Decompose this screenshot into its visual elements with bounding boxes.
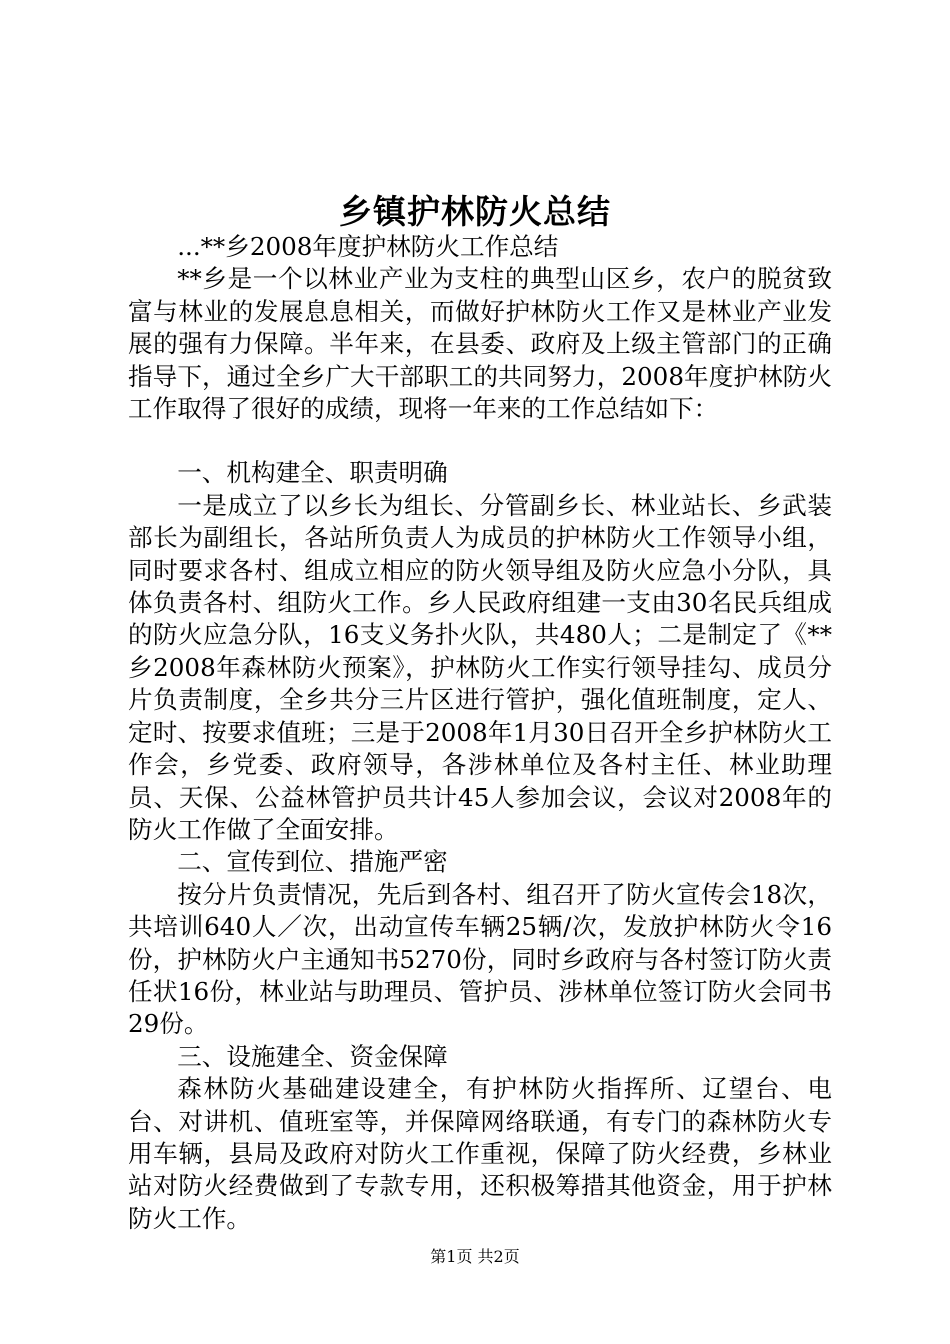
section-heading-3: 三、设施建全、资金保障 bbox=[177, 1041, 448, 1071]
paragraph-section-3: 森林防火基础建设建全，有护林防火指挥所、辽望台、电台、对讲机、值班室等，并保障网络联通，有专门的森林防火专用车辆，县局及政府对防火工作重视，保障了防火经费，乡林业站对防火经费做到了专款专用，还积极筹措其他资金，用于护林防火工作。 bbox=[128, 1074, 832, 1233]
page-footer: 第1页 共2页 bbox=[430, 1247, 520, 1266]
document-body bbox=[128, 231, 832, 1235]
document-subtitle: ...**乡2008年度护林防火工作总结 bbox=[177, 232, 559, 261]
paragraph-intro: **乡是一个以林业产业为支柱的典型山区乡，农户的脱贫致富与林业的发展息息相关，而做好护林防火工作又是林业产业发展的强有力保障。半年来，在县委、政府及上级主管部门的正确指导下，通过全乡广大干部职工的共同努力，2008年度护林防火工作取得了很好的成绩，现将一年来的工作总结如下： bbox=[128, 264, 832, 424]
paragraph-section-2: 按分片负责情况，先后到各村、组召开了防火宣传会18次，共培训640人／次，出动宣传车辆25辆/次，发放护林防火令16份，护林防火户主通知书5270份，同时乡政府与各村签订防火责任状16份，林业站与助理员、管护员、涉林单位签订防火会同书29份。 bbox=[128, 879, 832, 1039]
section-heading-1: 一、机构建全、职责明确 bbox=[177, 458, 448, 488]
paragraph-section-1: 一是成立了以乡长为组长、分管副乡长、林业站长、乡武装部长为副组长，各站所负责人为成员的护林防火工作领导小组，同时要求各村、组成立相应的防火领导组及防火应急小分队，具体负责各村、组防火工作。乡人民政府组建一支由30名民兵组成的防火应急分队，16支义务扑火队，共480人；二是制定了《**乡2008年森林防火预案》，护林防火工作实行领导挂勾、成员分片负责制度，全乡共分三片区进行管护，强化值班制度，定人、定时、按要求值班；三是于2008年1月30日召开全乡护林防火工作会，乡党委、政府领导，各涉林单位及各村主任、林业助理员、天保、公益林管护员共计45人参加会议，会议对2008年的防火工作做了全面安排。 bbox=[128, 490, 832, 844]
document-title: 乡镇护林防火总结 bbox=[339, 192, 611, 231]
section-heading-2: 二、宣传到位、措施严密 bbox=[177, 847, 448, 877]
